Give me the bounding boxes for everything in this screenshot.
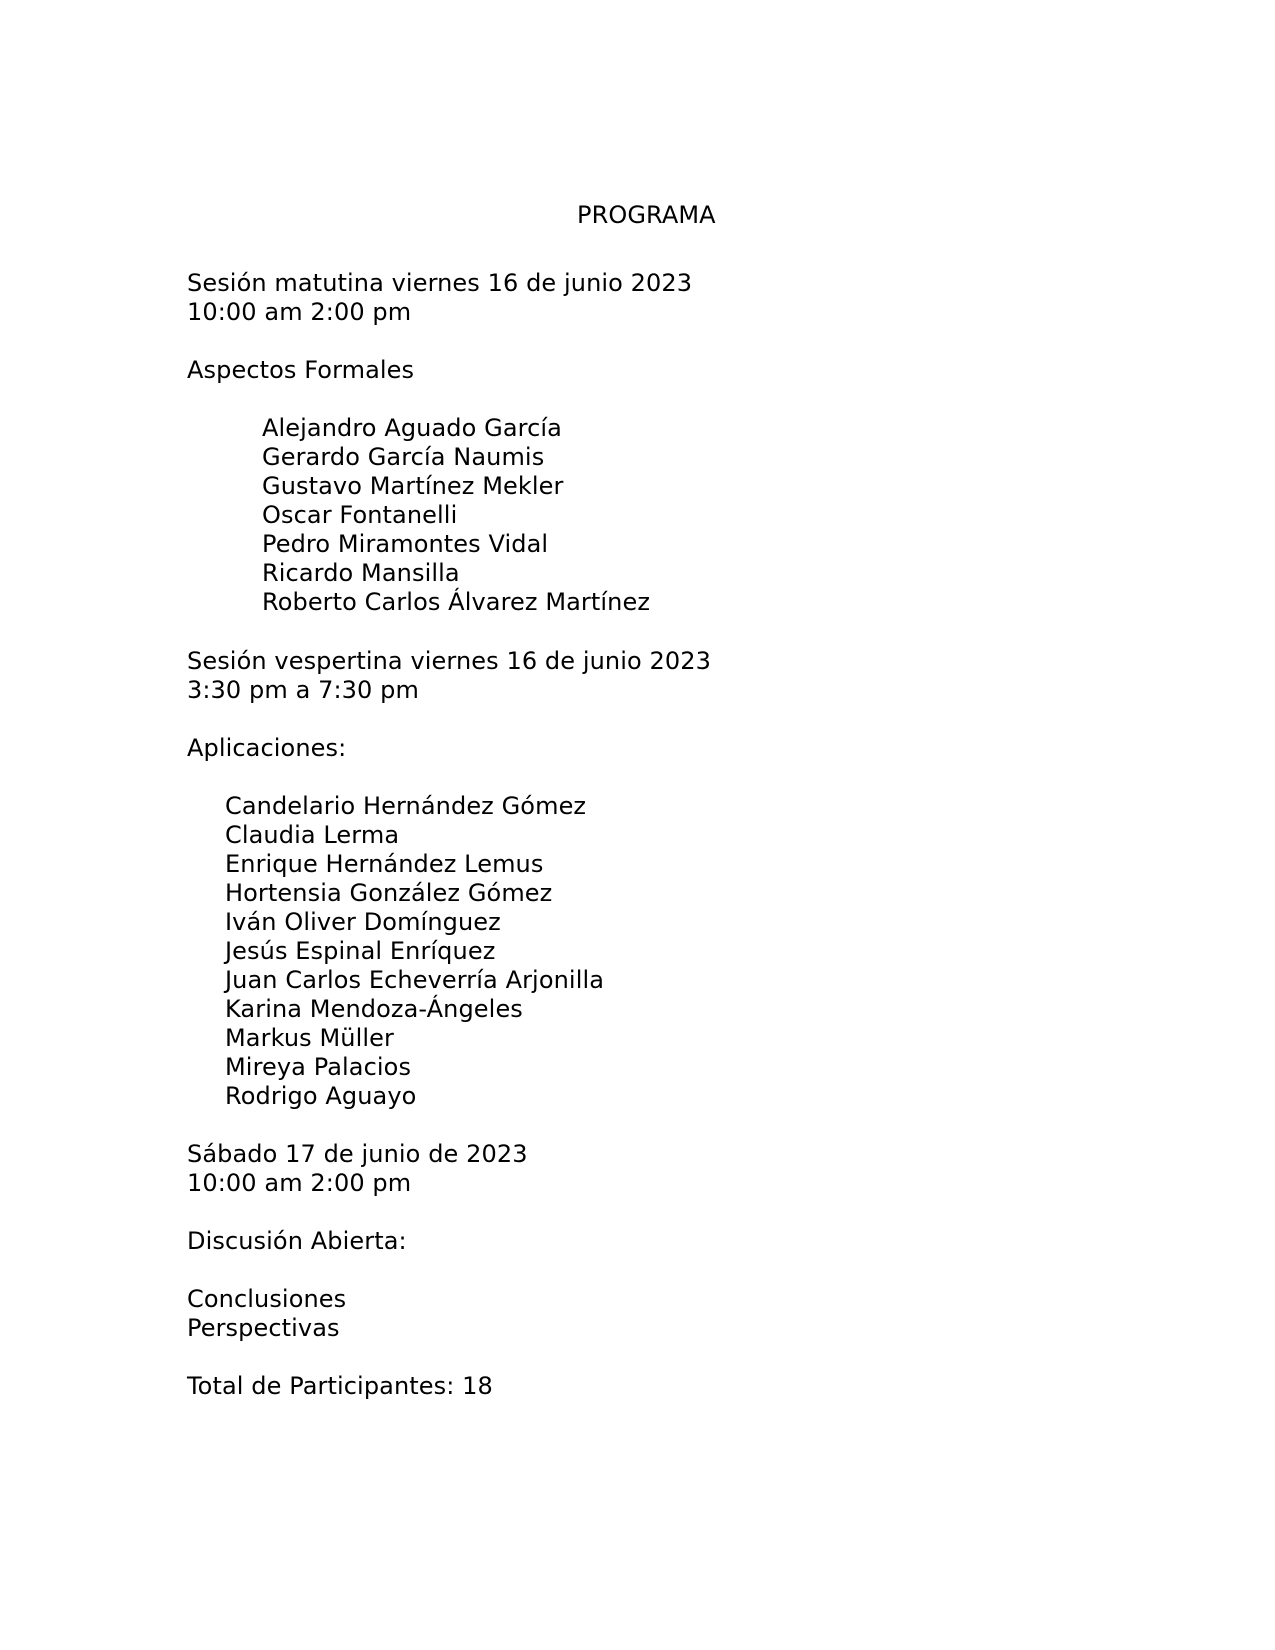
afternoon-participant: Markus Müller bbox=[225, 1024, 394, 1052]
saturday-item: Conclusiones bbox=[187, 1285, 347, 1313]
saturday-item: Perspectivas bbox=[187, 1314, 340, 1342]
morning-section-title: Aspectos Formales bbox=[187, 356, 415, 384]
afternoon-participant: Juan Carlos Echeverría Arjonilla bbox=[225, 966, 605, 994]
participant-total: Total de Participantes: 18 bbox=[187, 1372, 493, 1400]
afternoon-participant: Karina Mendoza-Ángeles bbox=[225, 995, 523, 1023]
afternoon-participant: Jesús Espinal Enríquez bbox=[225, 937, 496, 965]
morning-participant: Ricardo Mansilla bbox=[262, 559, 460, 587]
morning-participant: Roberto Carlos Álvarez Martínez bbox=[262, 588, 651, 616]
saturday-session-time: 10:00 am 2:00 pm bbox=[187, 1169, 412, 1197]
afternoon-session-time: 3:30 pm a 7:30 pm bbox=[187, 676, 419, 704]
page-title: PROGRAMA bbox=[577, 201, 716, 229]
morning-session-heading: Sesión matutina viernes 16 de junio 2023 bbox=[187, 269, 693, 297]
afternoon-participant: Mireya Palacios bbox=[225, 1053, 412, 1081]
morning-participant: Alejandro Aguado García bbox=[262, 414, 562, 442]
afternoon-participant: Rodrigo Aguayo bbox=[225, 1082, 417, 1110]
afternoon-participant: Claudia Lerma bbox=[225, 821, 400, 849]
afternoon-session-heading: Sesión vespertina viernes 16 de junio 2023 bbox=[187, 647, 711, 675]
morning-participant: Gustavo Martínez Mekler bbox=[262, 472, 564, 500]
afternoon-participant: Candelario Hernández Gómez bbox=[225, 792, 587, 820]
morning-session-time: 10:00 am 2:00 pm bbox=[187, 298, 412, 326]
afternoon-participant: Enrique Hernández Lemus bbox=[225, 850, 544, 878]
saturday-session-heading: Sábado 17 de junio de 2023 bbox=[187, 1140, 528, 1168]
morning-participant: Gerardo García Naumis bbox=[262, 443, 545, 471]
afternoon-section-title: Aplicaciones: bbox=[187, 734, 347, 762]
afternoon-participant: Iván Oliver Domínguez bbox=[225, 908, 501, 936]
saturday-section-title: Discusión Abierta: bbox=[187, 1227, 407, 1255]
afternoon-participant: Hortensia González Gómez bbox=[225, 879, 553, 907]
morning-participant: Oscar Fontanelli bbox=[262, 501, 458, 529]
morning-participant: Pedro Miramontes Vidal bbox=[262, 530, 549, 558]
